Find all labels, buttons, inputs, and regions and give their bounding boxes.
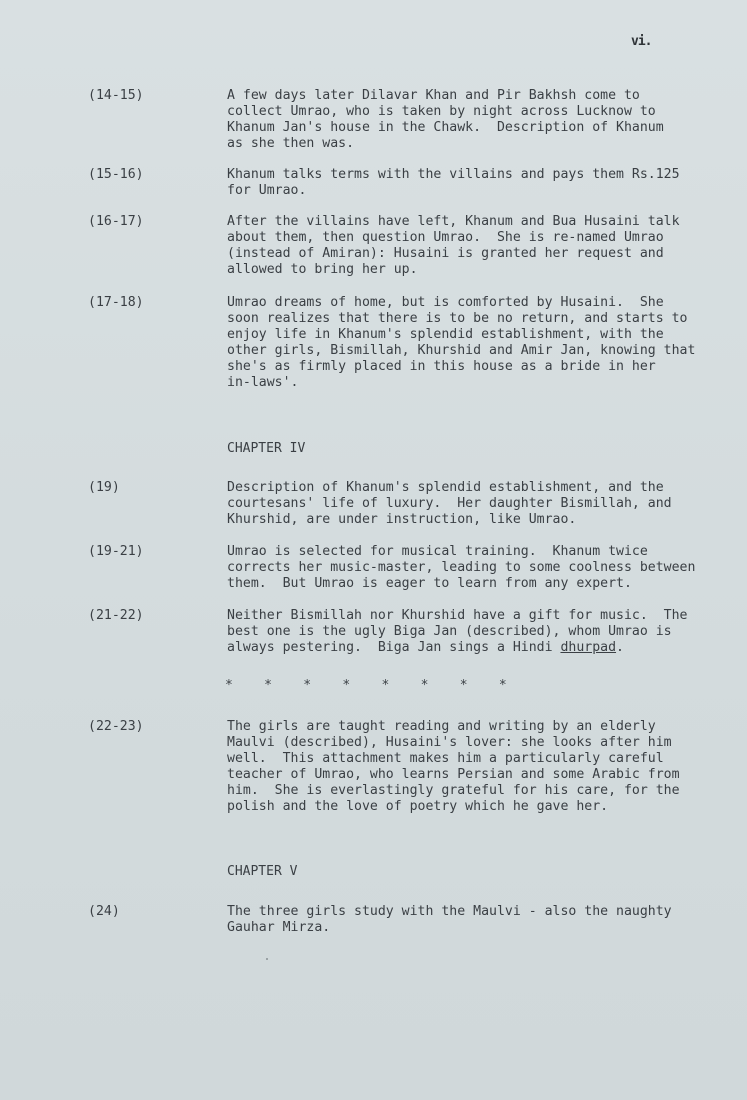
synopsis-line: well. This attachment makes him a particularly careful xyxy=(227,751,664,766)
synopsis-line: After the villains have left, Khanum and Bua Husaini talk xyxy=(227,214,680,229)
synopsis-line: she's as firmly placed in this house as a bride in her xyxy=(227,359,656,374)
section-separator: * * * * * * * * xyxy=(225,678,507,693)
synopsis-line: Gauhar Mirza. xyxy=(227,920,331,935)
synopsis-line: Khanum Jan's house in the Chawk. Description of Khanum xyxy=(227,120,664,135)
synopsis-line: Khurshid, are under instruction, like Umrao. xyxy=(227,512,577,527)
chapter-heading: CHAPTER V xyxy=(227,864,298,879)
synopsis-line: in-laws'. xyxy=(227,375,299,390)
synopsis-paragraph xyxy=(227,295,707,391)
ink-speck xyxy=(266,958,268,960)
synopsis-line: always pestering. Biga Jan sings a Hindi xyxy=(227,640,561,655)
page-reference: (22-23) xyxy=(88,719,144,734)
synopsis-line: Neither Bismillah nor Khurshid have a gift for music. The xyxy=(227,608,688,623)
synopsis-line: allowed to bring her up. xyxy=(227,262,418,277)
synopsis-line: A few days later Dilavar Khan and Pir Bakhsh come to xyxy=(227,88,640,103)
synopsis-line: The girls are taught reading and writing by an elderly xyxy=(227,719,656,734)
synopsis-line: Umrao dreams of home, but is comforted by Husaini. She xyxy=(227,295,664,310)
chapter-heading: CHAPTER IV xyxy=(227,441,306,456)
synopsis-line: Maulvi (described), Husaini's lover: she looks after him xyxy=(227,735,672,750)
page-reference: (24) xyxy=(88,904,120,919)
page-reference: (15-16) xyxy=(88,167,144,182)
synopsis-line: collect Umrao, who is taken by night across Lucknow to xyxy=(227,104,656,119)
synopsis-line: courtesans' life of luxury. Her daughter Bismillah, and xyxy=(227,496,672,511)
synopsis-paragraph xyxy=(227,88,707,152)
synopsis-line: enjoy life in Khanum's splendid establishment, with the xyxy=(227,327,664,342)
page-reference: (14-15) xyxy=(88,88,144,103)
synopsis-line: as she then was. xyxy=(227,136,355,151)
synopsis-paragraph xyxy=(227,167,707,199)
synopsis-paragraph xyxy=(227,608,707,656)
page-number: vi. xyxy=(631,34,652,49)
synopsis-line: him. She is everlastingly grateful for his care, for the xyxy=(227,783,680,798)
synopsis-line: other girls, Bismillah, Khurshid and Amir Jan, knowing that xyxy=(227,343,696,358)
synopsis-line: about them, then question Umrao. She is re-named Umrao xyxy=(227,230,664,245)
synopsis-line: Description of Khanum's splendid establishment, and the xyxy=(227,480,664,495)
page-reference: (19) xyxy=(88,480,120,495)
page-reference: (19-21) xyxy=(88,544,144,559)
synopsis-line: (instead of Amiran): Husaini is granted her request and xyxy=(227,246,664,261)
synopsis-paragraph xyxy=(227,544,707,592)
synopsis-paragraph xyxy=(227,719,707,815)
synopsis-line: The three girls study with the Maulvi - also the naughty xyxy=(227,904,672,919)
synopsis-paragraph xyxy=(227,480,707,528)
synopsis-line: for Umrao. xyxy=(227,183,307,198)
page-reference: (21-22) xyxy=(88,608,144,623)
synopsis-line: Umrao is selected for musical training. Khanum twice xyxy=(227,544,648,559)
synopsis-line: corrects her music-master, leading to some coolness between xyxy=(227,560,696,575)
synopsis-line: best one is the ugly Biga Jan (described), whom Umrao is xyxy=(227,624,672,639)
synopsis-line: polish and the love of poetry which he gave her. xyxy=(227,799,609,814)
synopsis-line: Khanum talks terms with the villains and pays them Rs.125 xyxy=(227,167,680,182)
page-reference: (17-18) xyxy=(88,295,144,310)
synopsis-line: soon realizes that there is to be no return, and starts to xyxy=(227,311,688,326)
synopsis-paragraph xyxy=(227,214,707,278)
synopsis-paragraph xyxy=(227,904,707,936)
synopsis-line: them. But Umrao is eager to learn from any expert. xyxy=(227,576,632,591)
synopsis-line: . xyxy=(616,640,624,655)
page-reference: (16-17) xyxy=(88,214,144,229)
underlined-term: dhurpad xyxy=(560,640,617,655)
synopsis-line: teacher of Umrao, who learns Persian and some Arabic from xyxy=(227,767,680,782)
